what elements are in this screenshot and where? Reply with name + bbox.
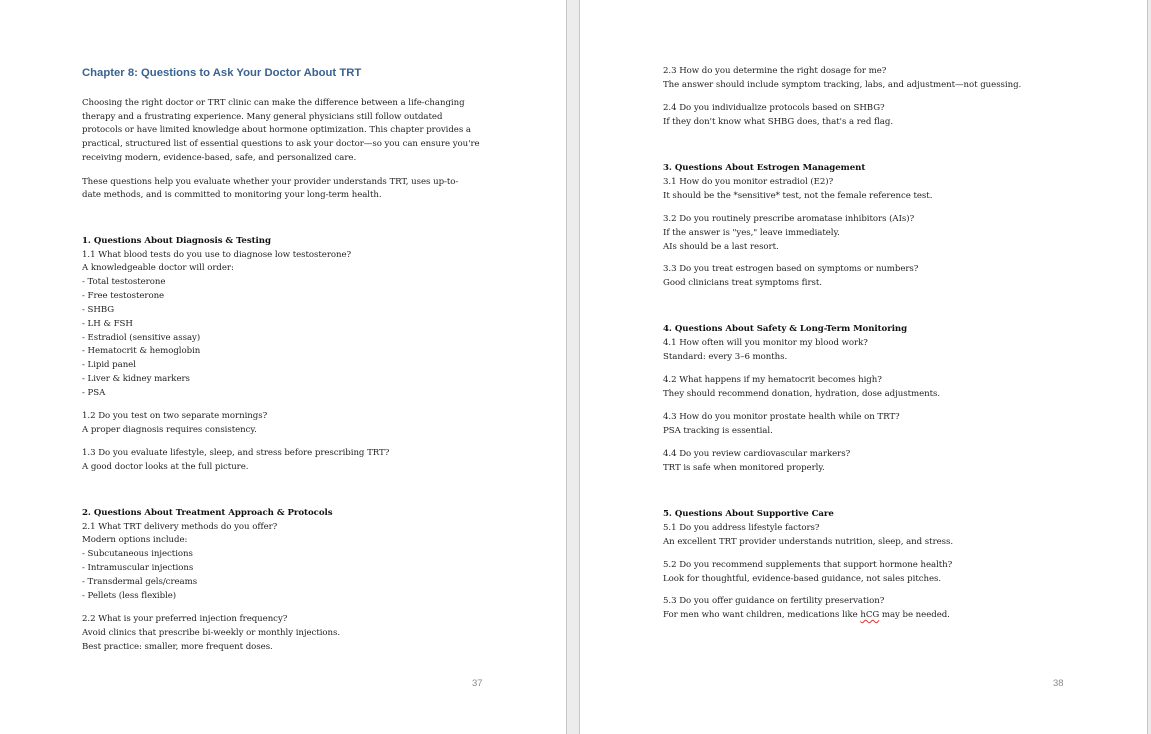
question-1-3: 1.3 Do you evaluate lifestyle, sleep, and stress before prescribing TRT? <box>82 448 390 458</box>
answer-4-4: TRT is safe when monitored properly. <box>663 463 825 473</box>
document-page-37 <box>0 0 566 734</box>
list-item: - Liver & kidney markers <box>82 374 190 384</box>
answer-3-2: AIs should be a last resort. <box>663 242 779 252</box>
answer-2-4: If they don't know what SHBG does, that's a red flag. <box>663 117 894 127</box>
list-item: - Transdermal gels/creams <box>82 577 198 587</box>
question-4-3: 4.3 How do you monitor prostate health while on TRT? <box>663 412 900 422</box>
answer-lead: A knowledgeable doctor will order: <box>82 263 234 273</box>
question-1-2: 1.2 Do you test on two separate mornings? <box>82 411 268 421</box>
question-3-2: 3.2 Do you routinely prescribe aromatase inhibitors (AIs)? <box>663 214 915 224</box>
list-item: - LH & FSH <box>82 319 133 329</box>
answer-2-3: The answer should include symptom tracking, labs, and adjustment—not guessing. <box>663 80 1022 90</box>
list-item: - Estradiol (sensitive assay) <box>82 333 201 343</box>
list-item: - Pellets (less flexible) <box>82 591 177 601</box>
page-gutter <box>566 0 580 734</box>
section-heading-5: 5. Questions About Supportive Care <box>663 509 834 519</box>
list-item: - Free testosterone <box>82 291 165 301</box>
answer-3-2: If the answer is "yes," leave immediately. <box>663 228 840 238</box>
intro-line: practical, structured list of essential questions to ask your doctor—so you can ensure you're <box>82 139 480 149</box>
page-number: 37 <box>472 678 483 689</box>
list-item: - Subcutaneous injections <box>82 549 193 559</box>
question-4-4: 4.4 Do you review cardiovascular markers? <box>663 449 851 459</box>
list-item: - PSA <box>82 388 106 398</box>
page-edge <box>1147 0 1151 734</box>
answer-5-1: An excellent TRT provider understands nutrition, sleep, and stress. <box>663 537 954 547</box>
answer-4-3: PSA tracking is essential. <box>663 426 773 436</box>
answer-1-2: A proper diagnosis requires consistency. <box>82 425 257 435</box>
question-4-1: 4.1 How often will you monitor my blood work? <box>663 338 868 348</box>
list-item: - Intramuscular injections <box>82 563 194 573</box>
intro2-line: date methods, and is committed to monitoring your long-term health. <box>82 190 382 200</box>
document-page-38 <box>580 0 1147 734</box>
intro-line: protocols or have limited knowledge about hormone optimization. This chapter provides a <box>82 125 471 135</box>
list-item: - Hematocrit & hemoglobin <box>82 346 201 356</box>
answer-5-3 <box>663 609 950 623</box>
section-heading-1: 1. Questions About Diagnosis & Testing <box>82 236 271 246</box>
answer-text: may be needed. <box>879 610 950 620</box>
question-2-3: 2.3 How do you determine the right dosage for me? <box>663 66 887 76</box>
intro2-line: These questions help you evaluate whether your provider understands TRT, uses up-to- <box>82 177 459 187</box>
question-5-3: 5.3 Do you offer guidance on fertility preservation? <box>663 596 885 606</box>
question-5-1: 5.1 Do you address lifestyle factors? <box>663 523 820 533</box>
answer-text: For men who want children, medications like <box>663 610 861 620</box>
answer-1-3: A good doctor looks at the full picture. <box>82 462 249 472</box>
answer-4-1: Standard: every 3–6 months. <box>663 352 788 362</box>
list-item: - Lipid panel <box>82 360 136 370</box>
section-heading-3: 3. Questions About Estrogen Management <box>663 163 866 173</box>
question-1-1: 1.1 What blood tests do you use to diagnose low testosterone? <box>82 250 352 260</box>
spellcheck-flagged-word[interactable]: hCG <box>860 610 880 620</box>
question-2-4: 2.4 Do you individualize protocols based on SHBG? <box>663 103 885 113</box>
list-item: - Total testosterone <box>82 277 166 287</box>
question-3-3: 3.3 Do you treat estrogen based on symptoms or numbers? <box>663 264 919 274</box>
question-2-1: 2.1 What TRT delivery methods do you offer? <box>82 522 278 532</box>
section-heading-2: 2. Questions About Treatment Approach & Protocols <box>82 508 333 518</box>
answer-3-3: Good clinicians treat symptoms first. <box>663 278 822 288</box>
page-number: 38 <box>1053 678 1064 689</box>
question-2-2: 2.2 What is your preferred injection frequency? <box>82 614 288 624</box>
answer-lead: Modern options include: <box>82 535 188 545</box>
section-heading-4: 4. Questions About Safety & Long-Term Monitoring <box>663 324 908 334</box>
intro-line: Choosing the right doctor or TRT clinic can make the difference between a life-changing <box>82 98 465 108</box>
chapter-title: Chapter 8: Questions to Ask Your Doctor About TRT <box>82 67 362 79</box>
list-item: - SHBG <box>82 305 115 315</box>
question-3-1: 3.1 How do you monitor estradiol (E2)? <box>663 177 834 187</box>
answer-3-1: It should be the *sensitive* test, not the female reference test. <box>663 191 933 201</box>
answer-2-2: Best practice: smaller, more frequent doses. <box>82 642 273 652</box>
intro-line: receiving modern, evidence-based, safe, and personalized care. <box>82 153 357 163</box>
question-4-2: 4.2 What happens if my hematocrit becomes high? <box>663 375 882 385</box>
question-5-2: 5.2 Do you recommend supplements that support hormone health? <box>663 560 953 570</box>
answer-5-2: Look for thoughtful, evidence-based guidance, not sales pitches. <box>663 574 942 584</box>
answer-4-2: They should recommend donation, hydration, dose adjustments. <box>663 389 941 399</box>
answer-2-2: Avoid clinics that prescribe bi-weekly or monthly injections. <box>82 628 341 638</box>
intro-line: therapy and a frustrating experience. Many general physicians still follow outdated <box>82 112 443 122</box>
